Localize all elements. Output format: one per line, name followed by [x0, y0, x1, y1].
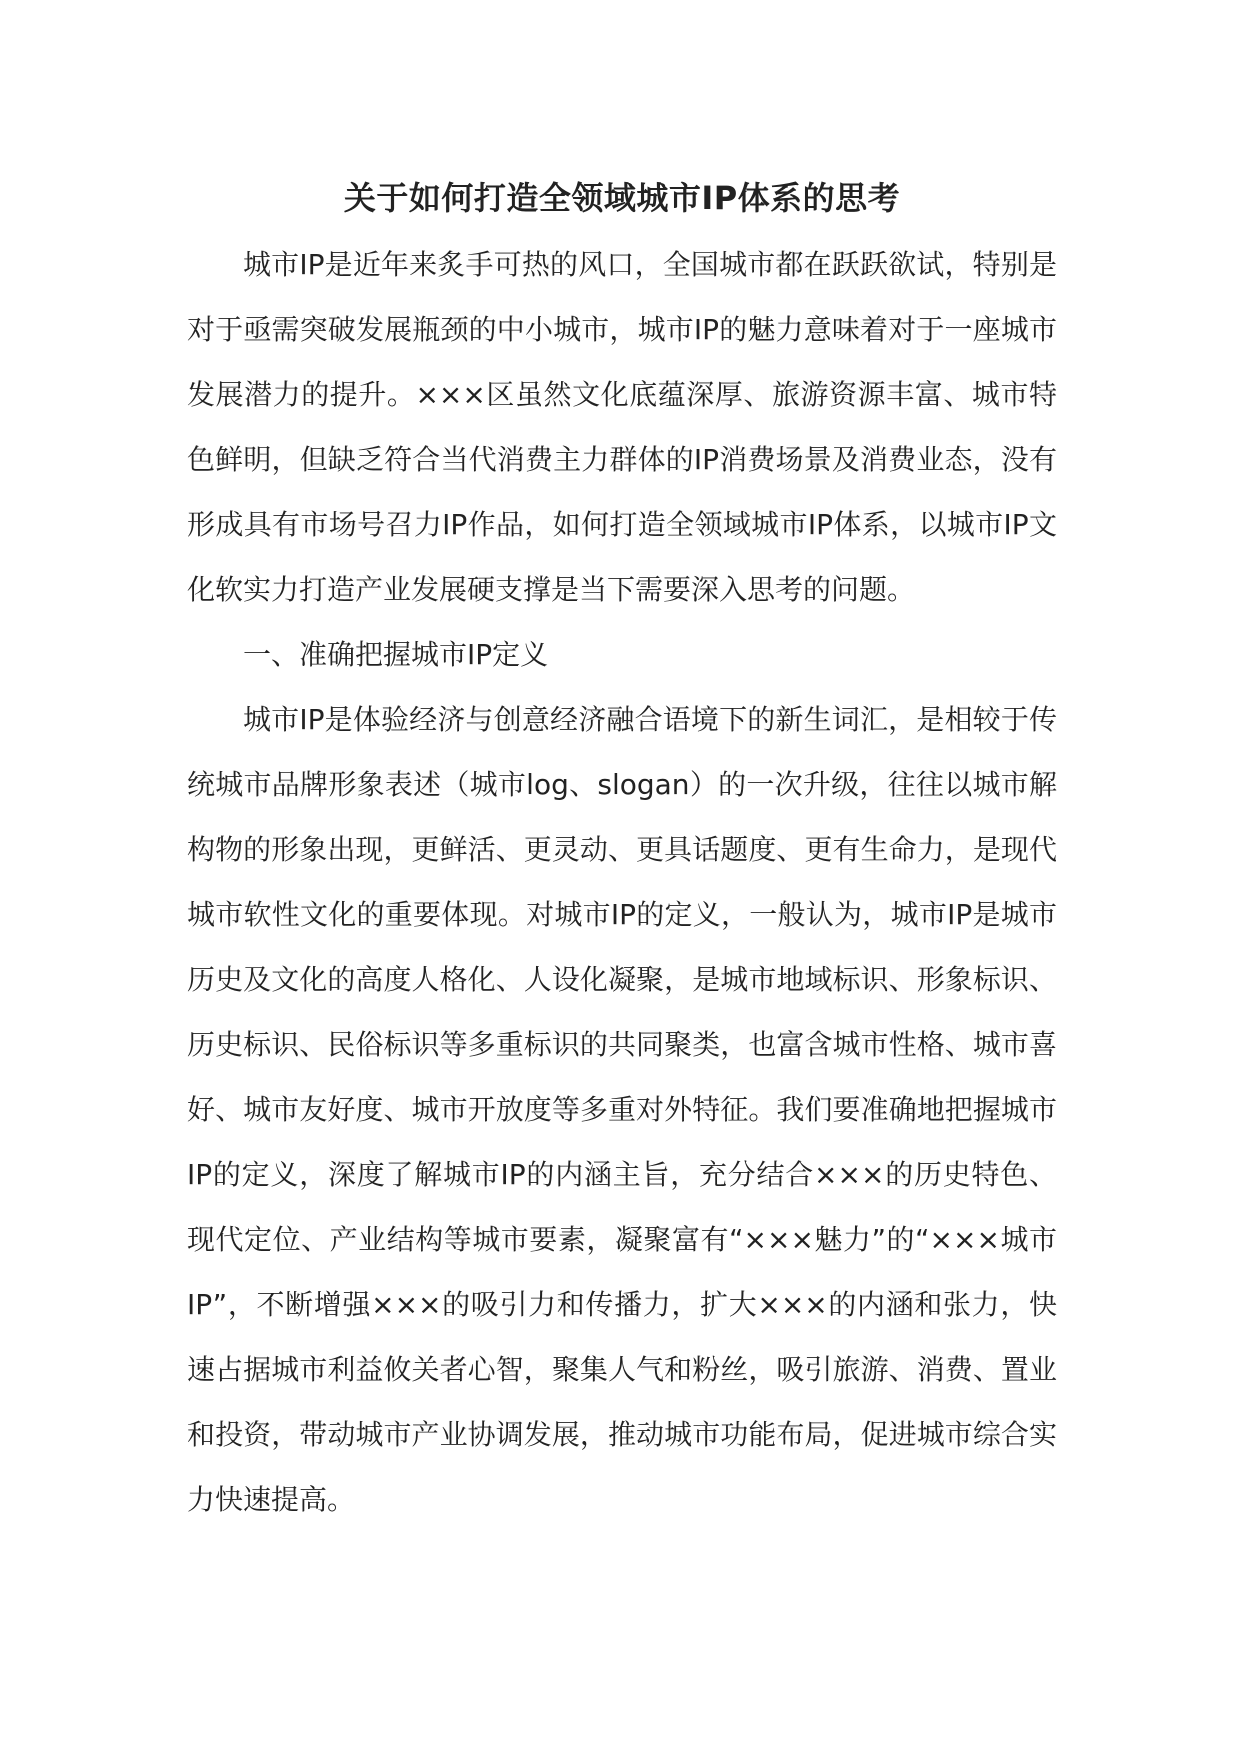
section-heading: 一、准确把握城市IP定义 — [243, 638, 549, 671]
body-paragraph: 城市IP是体验经济与创意经济融合语境下的新生词汇，是相较于传统城市品牌形象表述（城市log、slogan）的一次升级，往往以城市解构物的形象出现，更鲜活、更灵动、更具话题度、更有生命力，是现代城市软性文化的重要体现。对城市IP的定义，一般认为，城市IP是城市历史及文化的高度人格化、人设化凝聚，是城市地域标识、形象标识、历史标识、民俗标识等多重标识的共同聚类，也富含城市性格、城市喜好、城市友好度、城市开放度等多重对外特征。我们要准确地把握城市IP的定义，深度了解城市IP的内涵主旨，充分结合×××的历史特色、现代定位、产业结构等城市要素，凝聚富有“×××魅力”的“×××城市IP”，不断增强×××的吸引力和传播力，扩大×××的内涵和张力，快速占据城市利益攸关者心智，聚集人气和粉丝，吸引旅游、消费、置业和投资，带动城市产业协调发展，推动城市功能布局，促进城市综合实力快速提高。 — [187, 703, 1057, 1516]
document-page — [187, 168, 1057, 1532]
intro-paragraph: 城市IP是近年来炙手可热的风口，全国城市都在跃跃欲试，特别是对于亟需突破发展瓶颈的中小城市，城市IP的魅力意味着对于一座城市发展潜力的提升。×××区虽然文化底蕴深厚、旅游资源丰富、城市特色鲜明，但缺乏符合当代消费主力群体的IP消费场景及消费业态，没有形成具有市场号召力IP作品，如何打造全领域城市IP体系，以城市IP文化软实力打造产业发展硬支撑是当下需要深入思考的问题。 — [187, 248, 1057, 606]
document-title: 关于如何打造全领域城市IP体系的思考 — [343, 179, 901, 217]
